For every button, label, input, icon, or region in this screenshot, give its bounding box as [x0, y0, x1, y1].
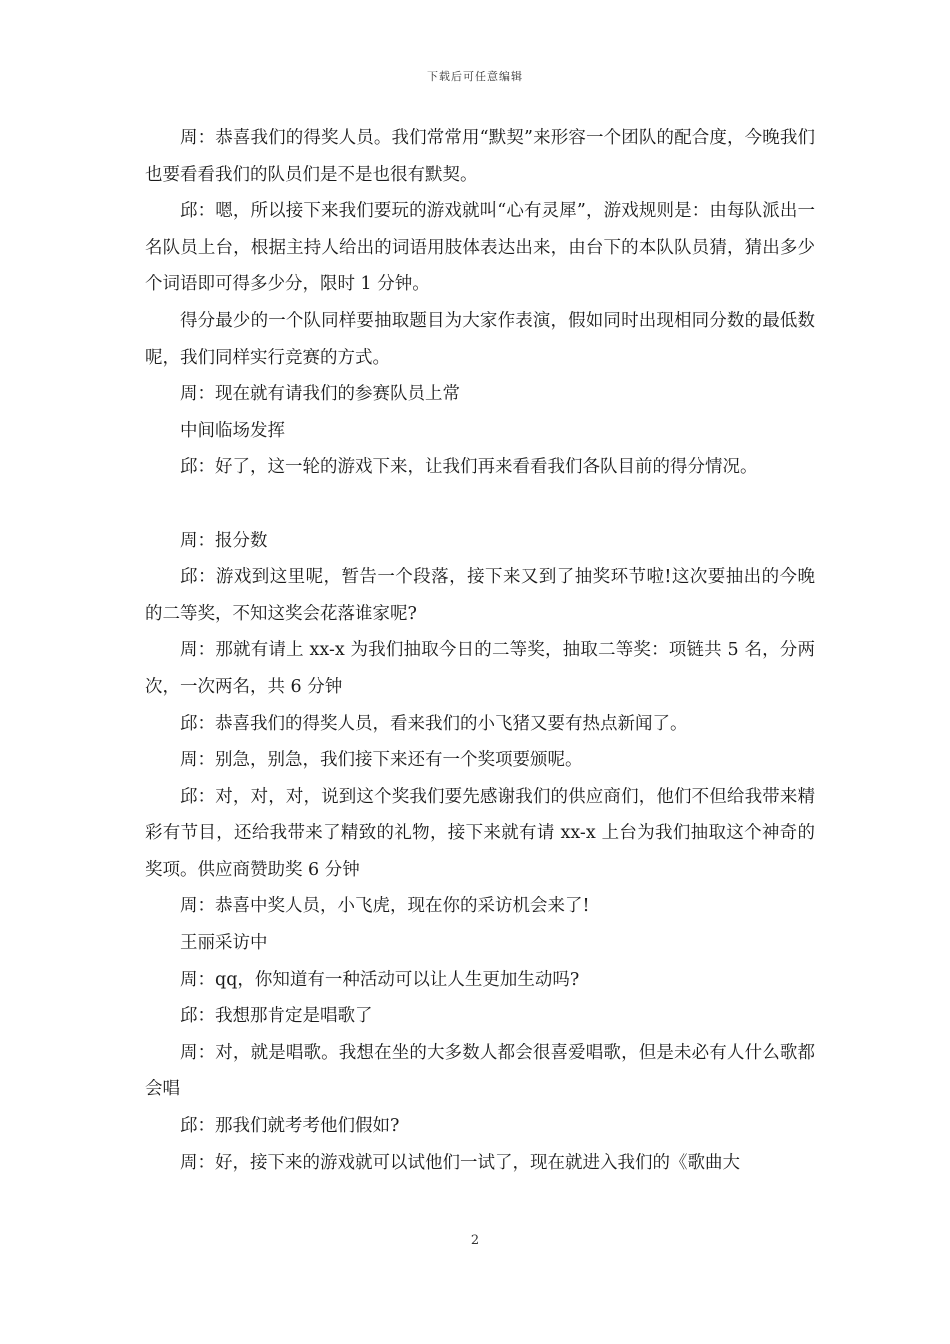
page-number: 2 — [470, 1233, 480, 1248]
page-header: 下载后可任意编辑 — [427, 70, 523, 83]
paragraph: 周：对，就是唱歌。我想在坐的大多数人都会很喜爱唱歌，但是未必有人什么歌都会唱 — [145, 1042, 815, 1100]
blank-line — [145, 486, 815, 523]
paragraph: 邱：我想那肯定是唱歌了 — [180, 1006, 373, 1027]
paragraph: 周：好，接下来的游戏就可以试他们一试了，现在就进入我们的《歌曲大 — [180, 1152, 740, 1173]
paragraph: 中间临场发挥 — [180, 420, 285, 441]
paragraph: 邱：好了，这一轮的游戏下来，让我们再来看看我们各队目前的得分情况。 — [180, 457, 758, 478]
paragraph: 周：报分数 — [180, 530, 268, 551]
paragraph: 周：现在就有请我们的参赛队员上常 — [180, 384, 460, 405]
paragraph: 邱：对，对，对，说到这个奖我们要先感谢我们的供应商们，他们不但给我带来精彩有节目，还给我带来了精致的礼物，接下来就有请 xx-x 上台为我们抽取这个神奇的奖项。供应商赞助奖 6 分钟 — [145, 786, 815, 880]
paragraph: 周：别急，别急，我们接下来还有一个奖项要颁呢。 — [180, 750, 583, 771]
paragraph: 邱：嗯，所以接下来我们要玩的游戏就叫“心有灵犀”，游戏规则是：由每队派出一名队员上台，根据主持人给出的词语用肢体表达出来，由台下的本队队员猜，猜出多少个词语即可得多少分，限时 1 分钟。 — [145, 201, 815, 295]
paragraph: 邱：游戏到这里呢，暂告一个段落，接下来又到了抽奖环节啦!这次要抽出的今晚的二等奖，不知这奖会花落谁家呢? — [145, 567, 815, 624]
paragraph: 邱：恭喜我们的得奖人员，看来我们的小飞猪又要有热点新闻了。 — [180, 713, 688, 734]
paragraph: 周：那就有请上 xx-x 为我们抽取今日的二等奖，抽取二等奖：项链共 5 名，分两次，一次两名，共 6 分钟 — [145, 640, 815, 697]
paragraph: 得分最少的一个队同样要抽取题目为大家作表演，假如同时出现相同分数的最低数呢，我们同样实行竞赛的方式。 — [145, 310, 815, 368]
paragraph: 周：恭喜我们的得奖人员。我们常常用“默契”来形容一个团队的配合度，今晚我们也要看看我们的队员们是不是也很有默契。 — [145, 128, 815, 185]
paragraph: 周：qq，你知道有一种活动可以让人生更加生动吗? — [180, 969, 580, 990]
paragraph: 邱：那我们就考考他们假如? — [180, 1116, 400, 1137]
document-body — [145, 120, 815, 1181]
paragraph: 周：恭喜中奖人员，小飞虎，现在你的采访机会来了! — [180, 896, 590, 917]
paragraph: 王丽采访中 — [180, 933, 268, 954]
